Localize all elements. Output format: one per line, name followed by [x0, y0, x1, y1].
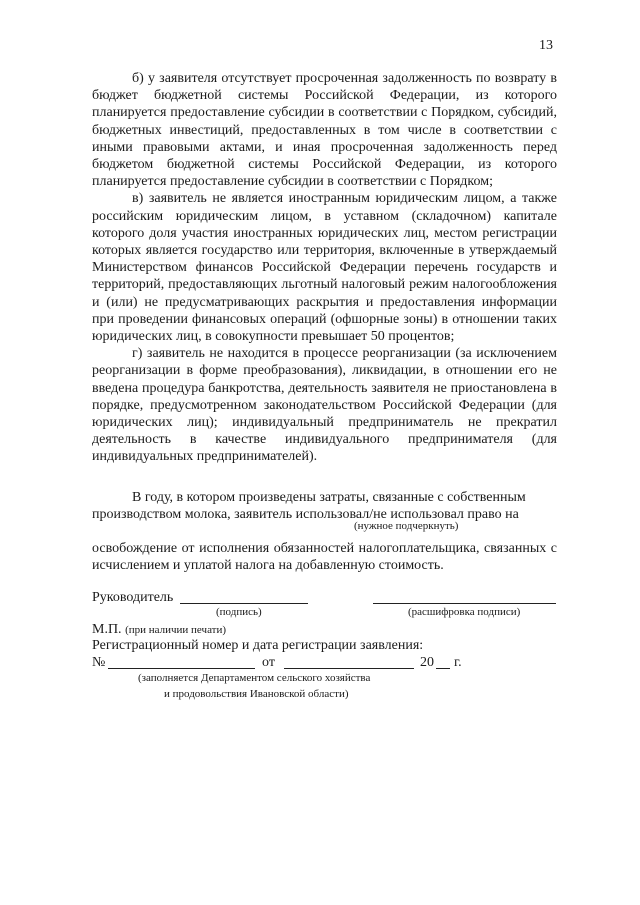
number-sign: №	[92, 655, 106, 670]
year-line	[436, 668, 450, 669]
head-label: Руководитель	[92, 590, 174, 605]
year-line-1: В году, в котором произведены затраты, связанные с собственным	[132, 490, 526, 505]
seal-label	[92, 622, 226, 638]
exemption-paragraph: освобождение от исполнения обязанностей налогоплательщика, связанных с исчислением и уплатой налога на добавленную стоимость.	[92, 541, 557, 574]
year-suffix: г.	[454, 655, 462, 670]
registration-number-line	[108, 668, 255, 669]
paragraph-v: в) заявитель не является иностранным юридическим лицом, а также российским юридическим лицом, в уставном (складочном) капитале которого доля участия иностранных юридических лиц, местом регистрации которых является государство или территория, включенные в утверждаемый Министерством финансов Российской Федерации перечень государств и территорий, предоставляющих льготный налоговый режим налогообложения и (или) не предусматривающих раскрытия и предоставления информации при проведении финансовых операций (офшорные зоны) в отношении таких юридических лиц, в совокупности превышает 50 процентов;	[92, 191, 557, 345]
decoding-caption: (расшифровка подписи)	[408, 606, 521, 618]
paragraph-b: б) у заявителя отсутствует просроченная задолженность по возврату в бюджет бюджетной системы Российской Федерации, из которого планируется предоставление субсидии в соответствии с Порядком, субсидий, бюджетных инвестиций, предоставленных в том числе в соответствии с иными правовыми актами, и иная просроченная задолженность перед бюджетом бюджетной системы Российской Федерации, из которого планируется предоставление субсидии в соответствии с Порядком;	[92, 71, 557, 190]
underline-note: (нужное подчеркнуть)	[354, 520, 459, 532]
decoding-line	[373, 603, 556, 604]
year-prefix: 20	[420, 655, 434, 670]
paragraph-g: г) заявитель не находится в процессе реорганизации (за исключением реорганизации в форме преобразования), ликвидации, в отношении его не введена процедура банкротства, деятельность заявителя не приостановлена в порядке, предусмотренном законодательством Российской Федерации (для юридических лиц); индивидуальный предприниматель не прекратил деятельность в качестве индивидуального предпринимателя (для индивидуальных предпринимателей).	[92, 346, 557, 465]
signature-caption: (подпись)	[216, 606, 262, 618]
signature-line	[180, 603, 308, 604]
filled-by-line-2: и продовольствия Ивановской области)	[164, 688, 349, 700]
filled-by-line-1: (заполняется Департаментом сельского хозяйства	[138, 672, 371, 684]
seal-note: (при наличии печати)	[125, 624, 227, 636]
from-label: от	[262, 655, 275, 670]
year-line-2: производством молока, заявитель использовал/не использовал право на	[92, 507, 519, 522]
seal-label-text: М.П.	[92, 622, 122, 637]
page-number: 13	[539, 38, 553, 53]
main-text	[92, 70, 557, 466]
registration-label: Регистрационный номер и дата регистрации заявления:	[92, 638, 424, 653]
registration-date-line	[284, 668, 414, 669]
